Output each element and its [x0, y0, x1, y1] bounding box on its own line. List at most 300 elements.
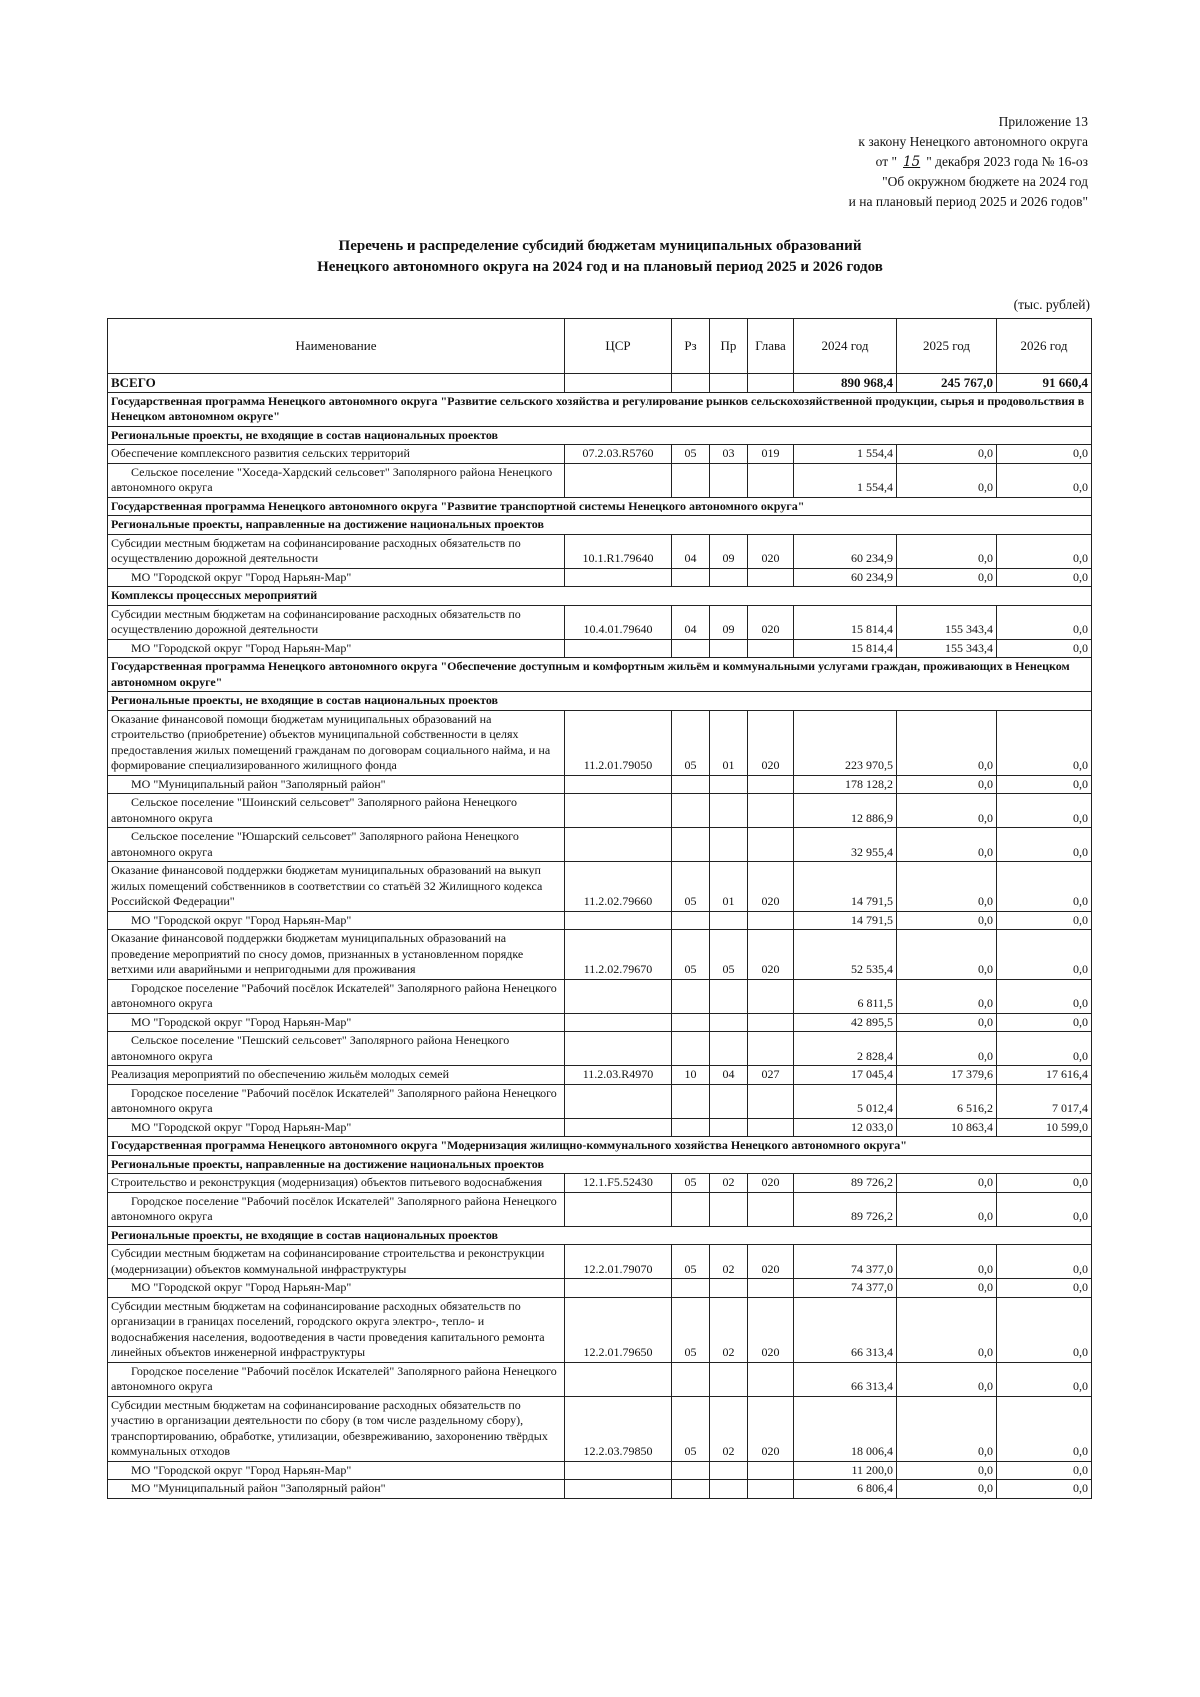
- csr-cell: [565, 568, 672, 587]
- rz-cell: 10: [672, 1066, 710, 1085]
- csr-cell: 07.2.03.R5760: [565, 445, 672, 464]
- value-2025-cell: 155 343,4: [897, 605, 997, 639]
- table-row: [108, 639, 1092, 658]
- name-cell: МО "Городской округ "Город Нарьян-Мар": [108, 568, 565, 587]
- glava-cell: 020: [748, 605, 794, 639]
- name-cell: ВСЕГО: [108, 374, 565, 393]
- col-2024-header: 2024 год: [794, 319, 897, 374]
- section-title-cell: Региональные проекты, направленные на достижение национальных проектов: [108, 1155, 1092, 1174]
- value-2024-cell: 60 234,9: [794, 534, 897, 568]
- csr-cell: 12.2.01.79070: [565, 1245, 672, 1279]
- appendix-number: Приложение 13: [998, 114, 1088, 129]
- value-2025-cell: 0,0: [897, 979, 997, 1013]
- rz-cell: 05: [672, 445, 710, 464]
- col-2025-header: 2025 год: [897, 319, 997, 374]
- value-2024-cell: 12 886,9: [794, 794, 897, 828]
- glava-cell: [748, 911, 794, 930]
- pr-cell: 01: [710, 710, 748, 775]
- name-cell: Субсидии местным бюджетам на софинансирование расходных обязательств по участию в организации деятельности по сбору (в том числе раздельному сбору), транспортированию, обработке, утилизации, обезвреживанию, захоронению твёрдых коммунальных отходов: [108, 1396, 565, 1461]
- csr-cell: 12.2.03.79850: [565, 1396, 672, 1461]
- name-cell: Оказание финансовой поддержки бюджетам муниципальных образований на выкуп жилых помещений собственников в соответствии со статьёй 32 Жилищного кодекса Российской Федерации": [108, 862, 565, 912]
- pr-cell: [710, 374, 748, 393]
- glava-cell: 019: [748, 445, 794, 464]
- glava-cell: [748, 1461, 794, 1480]
- value-2025-cell: 0,0: [897, 1174, 997, 1193]
- value-2026-cell: 0,0: [997, 1396, 1092, 1461]
- table-row: [108, 1297, 1092, 1362]
- csr-cell: [565, 374, 672, 393]
- value-2026-cell: 0,0: [997, 979, 1092, 1013]
- pr-cell: 02: [710, 1174, 748, 1193]
- table-row: [108, 463, 1092, 497]
- section-title-cell: Региональные проекты, направленные на достижение национальных проектов: [108, 516, 1092, 535]
- value-2026-cell: 0,0: [997, 463, 1092, 497]
- pr-cell: [710, 794, 748, 828]
- subsidy-table: [107, 318, 1092, 1499]
- table-row: [108, 1084, 1092, 1118]
- value-2024-cell: 18 006,4: [794, 1396, 897, 1461]
- rz-cell: 05: [672, 1297, 710, 1362]
- value-2024-cell: 223 970,5: [794, 710, 897, 775]
- glava-cell: [748, 639, 794, 658]
- name-cell: Сельское поселение "Шоинский сельсовет" Заполярного района Ненецкого автономного округа: [108, 794, 565, 828]
- csr-cell: [565, 1084, 672, 1118]
- csr-cell: [565, 794, 672, 828]
- rz-cell: 05: [672, 930, 710, 980]
- table-row: [108, 1066, 1092, 1085]
- name-cell: МО "Городской округ "Город Нарьян-Мар": [108, 1279, 565, 1298]
- name-cell: МО "Муниципальный район "Заполярный район": [108, 1480, 565, 1499]
- rz-cell: [672, 794, 710, 828]
- value-2026-cell: 0,0: [997, 1032, 1092, 1066]
- name-cell: Сельское поселение "Пешский сельсовет" Заполярного района Ненецкого автономного округа: [108, 1032, 565, 1066]
- rz-cell: [672, 775, 710, 794]
- glava-cell: 027: [748, 1066, 794, 1085]
- table-row: [108, 1362, 1092, 1396]
- table-row: [108, 1245, 1092, 1279]
- name-cell: МО "Муниципальный район "Заполярный район": [108, 775, 565, 794]
- value-2025-cell: 0,0: [897, 775, 997, 794]
- value-2024-cell: 14 791,5: [794, 911, 897, 930]
- section-title-cell: Государственная программа Ненецкого автономного округа "Развитие сельского хозяйства и регулирование рынков сельскохозяйственной продукции, сырья и продовольствия в Ненецком автономном округе": [108, 392, 1092, 426]
- value-2024-cell: 14 791,5: [794, 862, 897, 912]
- csr-cell: 10.4.01.79640: [565, 605, 672, 639]
- glava-cell: 020: [748, 862, 794, 912]
- name-cell: Городское поселение "Рабочий посёлок Искателей" Заполярного района Ненецкого автономного округа: [108, 1192, 565, 1226]
- value-2025-cell: 6 516,2: [897, 1084, 997, 1118]
- glava-cell: 020: [748, 1174, 794, 1193]
- value-2026-cell: 0,0: [997, 1461, 1092, 1480]
- value-2024-cell: 60 234,9: [794, 568, 897, 587]
- value-2025-cell: 0,0: [897, 1032, 997, 1066]
- glava-cell: [748, 568, 794, 587]
- document-title: [100, 236, 1100, 278]
- value-2024-cell: 6 806,4: [794, 1480, 897, 1499]
- name-cell: Субсидии местным бюджетам на софинансирование строительства и реконструкции (модернизации) объектов коммунальной инфраструктуры: [108, 1245, 565, 1279]
- section-title-cell: Государственная программа Ненецкого автономного округа "Обеспечение доступным и комфортным жильём и коммунальными услугами граждан, проживающих в Ненецком автономном округе": [108, 658, 1092, 692]
- csr-cell: [565, 639, 672, 658]
- value-2025-cell: 0,0: [897, 1362, 997, 1396]
- value-2026-cell: 0,0: [997, 605, 1092, 639]
- value-2024-cell: 74 377,0: [794, 1245, 897, 1279]
- appendix-date-prefix: от ": [875, 154, 897, 169]
- table-row: [108, 794, 1092, 828]
- value-2026-cell: 0,0: [997, 1279, 1092, 1298]
- value-2026-cell: 0,0: [997, 1480, 1092, 1499]
- units-label: (тыс. рублей): [1013, 297, 1090, 312]
- rz-cell: 05: [672, 1174, 710, 1193]
- pr-cell: [710, 1279, 748, 1298]
- csr-cell: [565, 828, 672, 862]
- glava-cell: [748, 1013, 794, 1032]
- pr-cell: [710, 463, 748, 497]
- table-row: [108, 911, 1092, 930]
- table-row: [108, 1118, 1092, 1137]
- value-2026-cell: 0,0: [997, 794, 1092, 828]
- rz-cell: [672, 1084, 710, 1118]
- csr-cell: [565, 1118, 672, 1137]
- glava-cell: [748, 828, 794, 862]
- table-row: [108, 1192, 1092, 1226]
- pr-cell: [710, 1013, 748, 1032]
- appendix-law-title-2: и на плановый период 2025 и 2026 годов": [848, 194, 1088, 209]
- table-row: [108, 775, 1092, 794]
- value-2026-cell: 0,0: [997, 1245, 1092, 1279]
- section-row: [108, 658, 1092, 692]
- value-2026-cell: 0,0: [997, 1297, 1092, 1362]
- glava-cell: 020: [748, 1396, 794, 1461]
- rz-cell: 05: [672, 862, 710, 912]
- value-2024-cell: 890 968,4: [794, 374, 897, 393]
- csr-cell: 11.2.02.79660: [565, 862, 672, 912]
- name-cell: Субсидии местным бюджетам на софинансирование расходных обязательств по организации в границах поселений, городского округа электро-, тепло- и водоснабжения населения, водоотведения в части проведения капитального ремонта линейных объектов инженерной инфраструктуры: [108, 1297, 565, 1362]
- appendix-header: [849, 112, 1088, 212]
- name-cell: МО "Городской округ "Город Нарьян-Мар": [108, 911, 565, 930]
- pr-cell: 05: [710, 930, 748, 980]
- pr-cell: 04: [710, 1066, 748, 1085]
- value-2026-cell: 0,0: [997, 710, 1092, 775]
- value-2025-cell: 0,0: [897, 794, 997, 828]
- rz-cell: [672, 828, 710, 862]
- csr-cell: [565, 1192, 672, 1226]
- value-2025-cell: 0,0: [897, 1192, 997, 1226]
- csr-cell: 11.2.01.79050: [565, 710, 672, 775]
- value-2026-cell: 0,0: [997, 639, 1092, 658]
- section-row: [108, 392, 1092, 426]
- value-2025-cell: 0,0: [897, 1297, 997, 1362]
- section-title-cell: Государственная программа Ненецкого автономного округа "Модернизация жилищно-коммунального хозяйства Ненецкого автономного округа": [108, 1137, 1092, 1156]
- rz-cell: [672, 1279, 710, 1298]
- value-2025-cell: 0,0: [897, 534, 997, 568]
- value-2026-cell: 0,0: [997, 1174, 1092, 1193]
- value-2024-cell: 17 045,4: [794, 1066, 897, 1085]
- value-2024-cell: 5 012,4: [794, 1084, 897, 1118]
- glava-cell: [748, 1279, 794, 1298]
- value-2025-cell: 17 379,6: [897, 1066, 997, 1085]
- rz-cell: [672, 1480, 710, 1499]
- value-2026-cell: 0,0: [997, 775, 1092, 794]
- value-2024-cell: 15 814,4: [794, 639, 897, 658]
- table-row: [108, 979, 1092, 1013]
- csr-cell: 11.2.02.79670: [565, 930, 672, 980]
- col-csr-header: ЦСР: [565, 319, 672, 374]
- value-2026-cell: 17 616,4: [997, 1066, 1092, 1085]
- glava-cell: 020: [748, 1297, 794, 1362]
- csr-cell: [565, 1362, 672, 1396]
- rz-cell: 05: [672, 710, 710, 775]
- value-2024-cell: 89 726,2: [794, 1192, 897, 1226]
- table-row: [108, 710, 1092, 775]
- section-row: [108, 1155, 1092, 1174]
- csr-cell: [565, 463, 672, 497]
- name-cell: МО "Городской округ "Город Нарьян-Мар": [108, 1118, 565, 1137]
- value-2024-cell: 32 955,4: [794, 828, 897, 862]
- value-2025-cell: 0,0: [897, 828, 997, 862]
- rz-cell: 05: [672, 1396, 710, 1461]
- table-row: [108, 1480, 1092, 1499]
- value-2025-cell: 0,0: [897, 1480, 997, 1499]
- name-cell: Субсидии местным бюджетам на софинансирование расходных обязательств по осуществлению дорожной деятельности: [108, 605, 565, 639]
- value-2024-cell: 12 033,0: [794, 1118, 897, 1137]
- table-row: [108, 534, 1092, 568]
- csr-cell: [565, 911, 672, 930]
- csr-cell: [565, 979, 672, 1013]
- csr-cell: [565, 1013, 672, 1032]
- pr-cell: 02: [710, 1396, 748, 1461]
- rz-cell: 05: [672, 1245, 710, 1279]
- pr-cell: [710, 979, 748, 1013]
- value-2025-cell: 0,0: [897, 911, 997, 930]
- pr-cell: 01: [710, 862, 748, 912]
- value-2024-cell: 52 535,4: [794, 930, 897, 980]
- value-2026-cell: 0,0: [997, 445, 1092, 464]
- value-2025-cell: 0,0: [897, 1461, 997, 1480]
- name-cell: МО "Городской округ "Город Нарьян-Мар": [108, 1013, 565, 1032]
- glava-cell: [748, 979, 794, 1013]
- value-2026-cell: 7 017,4: [997, 1084, 1092, 1118]
- name-cell: МО "Городской округ "Город Нарьян-Мар": [108, 1461, 565, 1480]
- glava-cell: [748, 1118, 794, 1137]
- name-cell: МО "Городской округ "Город Нарьян-Мар": [108, 639, 565, 658]
- pr-cell: [710, 1480, 748, 1499]
- glava-cell: 020: [748, 534, 794, 568]
- value-2025-cell: 10 863,4: [897, 1118, 997, 1137]
- value-2024-cell: 178 128,2: [794, 775, 897, 794]
- value-2026-cell: 91 660,4: [997, 374, 1092, 393]
- name-cell: Строительство и реконструкция (модернизация) объектов питьевого водоснабжения: [108, 1174, 565, 1193]
- table-row: [108, 1396, 1092, 1461]
- pr-cell: [710, 828, 748, 862]
- name-cell: Городское поселение "Рабочий посёлок Искателей" Заполярного района Ненецкого автономного округа: [108, 1362, 565, 1396]
- document-title-line2: Ненецкого автономного округа на 2024 год и на плановый период 2025 и 2026 годов: [317, 259, 883, 275]
- value-2025-cell: 0,0: [897, 445, 997, 464]
- csr-cell: [565, 1279, 672, 1298]
- pr-cell: [710, 1084, 748, 1118]
- rz-cell: [672, 374, 710, 393]
- pr-cell: 09: [710, 605, 748, 639]
- section-title-cell: Региональные проекты, не входящие в состав национальных проектов: [108, 1226, 1092, 1245]
- appendix-date: [849, 152, 1088, 172]
- value-2026-cell: 0,0: [997, 534, 1092, 568]
- handwritten-day: 15: [903, 154, 921, 170]
- pr-cell: [710, 1118, 748, 1137]
- value-2025-cell: 0,0: [897, 862, 997, 912]
- header-row: [108, 319, 1092, 374]
- value-2024-cell: 11 200,0: [794, 1461, 897, 1480]
- table-row: [108, 862, 1092, 912]
- value-2025-cell: 245 767,0: [897, 374, 997, 393]
- value-2026-cell: 0,0: [997, 1192, 1092, 1226]
- pr-cell: [710, 775, 748, 794]
- total-row: [108, 374, 1092, 393]
- rz-cell: [672, 1461, 710, 1480]
- name-cell: Оказание финансовой помощи бюджетам муниципальных образований на строительство (приобретение) объектов муниципальной собственности в целях предоставления жилых помещений гражданам по договорам социального найма, и на формирование специализированного жилищного фонда: [108, 710, 565, 775]
- glava-cell: [748, 374, 794, 393]
- pr-cell: [710, 568, 748, 587]
- section-title-cell: Государственная программа Ненецкого автономного округа "Развитие транспортной системы Ненецкого автономного округа": [108, 497, 1092, 516]
- glava-cell: [748, 1032, 794, 1066]
- glava-cell: 020: [748, 1245, 794, 1279]
- value-2026-cell: 0,0: [997, 1013, 1092, 1032]
- name-cell: Оказание финансовой поддержки бюджетам муниципальных образований на проведение мероприятий по сносу домов, признанных в установленном порядке ветхими или аварийными и непригодными для проживания: [108, 930, 565, 980]
- section-row: [108, 1137, 1092, 1156]
- col-2026-header: 2026 год: [997, 319, 1092, 374]
- csr-cell: 12.2.01.79650: [565, 1297, 672, 1362]
- name-cell: Сельское поселение "Юшарский сельсовет" Заполярного района Ненецкого автономного округа: [108, 828, 565, 862]
- rz-cell: [672, 1118, 710, 1137]
- col-pr-header: Пр: [710, 319, 748, 374]
- csr-cell: 10.1.R1.79640: [565, 534, 672, 568]
- value-2024-cell: 1 554,4: [794, 445, 897, 464]
- section-title-cell: Комплексы процессных мероприятий: [108, 587, 1092, 606]
- section-row: [108, 1226, 1092, 1245]
- value-2026-cell: 0,0: [997, 930, 1092, 980]
- value-2024-cell: 66 313,4: [794, 1297, 897, 1362]
- glava-cell: [748, 1362, 794, 1396]
- value-2026-cell: 0,0: [997, 828, 1092, 862]
- glava-cell: [748, 463, 794, 497]
- csr-cell: 11.2.03.R4970: [565, 1066, 672, 1085]
- pr-cell: 03: [710, 445, 748, 464]
- name-cell: Реализация мероприятий по обеспечению жильём молодых семей: [108, 1066, 565, 1085]
- glava-cell: 020: [748, 930, 794, 980]
- section-row: [108, 497, 1092, 516]
- pr-cell: 02: [710, 1297, 748, 1362]
- rz-cell: [672, 639, 710, 658]
- rz-cell: 04: [672, 534, 710, 568]
- value-2025-cell: 0,0: [897, 710, 997, 775]
- pr-cell: [710, 639, 748, 658]
- rz-cell: [672, 1013, 710, 1032]
- rz-cell: [672, 979, 710, 1013]
- table-row: [108, 1461, 1092, 1480]
- pr-cell: [710, 1032, 748, 1066]
- section-title-cell: Региональные проекты, не входящие в состав национальных проектов: [108, 426, 1092, 445]
- rz-cell: [672, 568, 710, 587]
- value-2026-cell: 0,0: [997, 911, 1092, 930]
- section-title-cell: Региональные проекты, не входящие в состав национальных проектов: [108, 692, 1092, 711]
- glava-cell: [748, 1480, 794, 1499]
- pr-cell: [710, 1461, 748, 1480]
- appendix-date-suffix: " декабря 2023 года № 16-оз: [926, 154, 1088, 169]
- table-row: [108, 605, 1092, 639]
- rz-cell: [672, 1032, 710, 1066]
- value-2026-cell: 0,0: [997, 862, 1092, 912]
- value-2025-cell: 0,0: [897, 930, 997, 980]
- col-glava-header: Глава: [748, 319, 794, 374]
- value-2025-cell: 155 343,4: [897, 639, 997, 658]
- section-row: [108, 692, 1092, 711]
- csr-cell: [565, 1032, 672, 1066]
- value-2024-cell: 1 554,4: [794, 463, 897, 497]
- csr-cell: [565, 775, 672, 794]
- table-body: [108, 374, 1092, 1499]
- glava-cell: [748, 1192, 794, 1226]
- section-row: [108, 587, 1092, 606]
- rz-cell: [672, 1192, 710, 1226]
- rz-cell: [672, 911, 710, 930]
- glava-cell: 020: [748, 710, 794, 775]
- table-row: [108, 1174, 1092, 1193]
- table-row: [108, 1013, 1092, 1032]
- glava-cell: [748, 794, 794, 828]
- pr-cell: [710, 911, 748, 930]
- name-cell: Сельское поселение "Хоседа-Хардский сельсовет" Заполярного района Ненецкого автономного округа: [108, 463, 565, 497]
- value-2025-cell: 0,0: [897, 568, 997, 587]
- table-row: [108, 445, 1092, 464]
- value-2024-cell: 6 811,5: [794, 979, 897, 1013]
- col-name-header: Наименование: [108, 319, 565, 374]
- appendix-law-title-1: "Об окружном бюджете на 2024 год: [882, 174, 1088, 189]
- pr-cell: 02: [710, 1245, 748, 1279]
- value-2025-cell: 0,0: [897, 1279, 997, 1298]
- table-row: [108, 930, 1092, 980]
- section-row: [108, 516, 1092, 535]
- rz-cell: 04: [672, 605, 710, 639]
- appendix-law: к закону Ненецкого автономного округа: [858, 134, 1088, 149]
- name-cell: Обеспечение комплексного развития сельских территорий: [108, 445, 565, 464]
- value-2025-cell: 0,0: [897, 1396, 997, 1461]
- pr-cell: [710, 1192, 748, 1226]
- table-row: [108, 1032, 1092, 1066]
- value-2024-cell: 66 313,4: [794, 1362, 897, 1396]
- value-2024-cell: 42 895,5: [794, 1013, 897, 1032]
- value-2026-cell: 10 599,0: [997, 1118, 1092, 1137]
- value-2026-cell: 0,0: [997, 568, 1092, 587]
- name-cell: Субсидии местным бюджетам на софинансирование расходных обязательств по осуществлению дорожной деятельности: [108, 534, 565, 568]
- table-row: [108, 828, 1092, 862]
- value-2025-cell: 0,0: [897, 1245, 997, 1279]
- value-2024-cell: 89 726,2: [794, 1174, 897, 1193]
- csr-cell: 12.1.F5.52430: [565, 1174, 672, 1193]
- glava-cell: [748, 775, 794, 794]
- table-row: [108, 1279, 1092, 1298]
- value-2024-cell: 2 828,4: [794, 1032, 897, 1066]
- rz-cell: [672, 463, 710, 497]
- document-title-line1: Перечень и распределение субсидий бюджетам муниципальных образований: [338, 238, 862, 254]
- value-2025-cell: 0,0: [897, 463, 997, 497]
- col-rz-header: Рз: [672, 319, 710, 374]
- glava-cell: [748, 1084, 794, 1118]
- table-row: [108, 568, 1092, 587]
- name-cell: Городское поселение "Рабочий посёлок Искателей" Заполярного района Ненецкого автономного округа: [108, 979, 565, 1013]
- value-2024-cell: 15 814,4: [794, 605, 897, 639]
- value-2024-cell: 74 377,0: [794, 1279, 897, 1298]
- name-cell: Городское поселение "Рабочий посёлок Искателей" Заполярного района Ненецкого автономного округа: [108, 1084, 565, 1118]
- rz-cell: [672, 1362, 710, 1396]
- pr-cell: [710, 1362, 748, 1396]
- value-2026-cell: 0,0: [997, 1362, 1092, 1396]
